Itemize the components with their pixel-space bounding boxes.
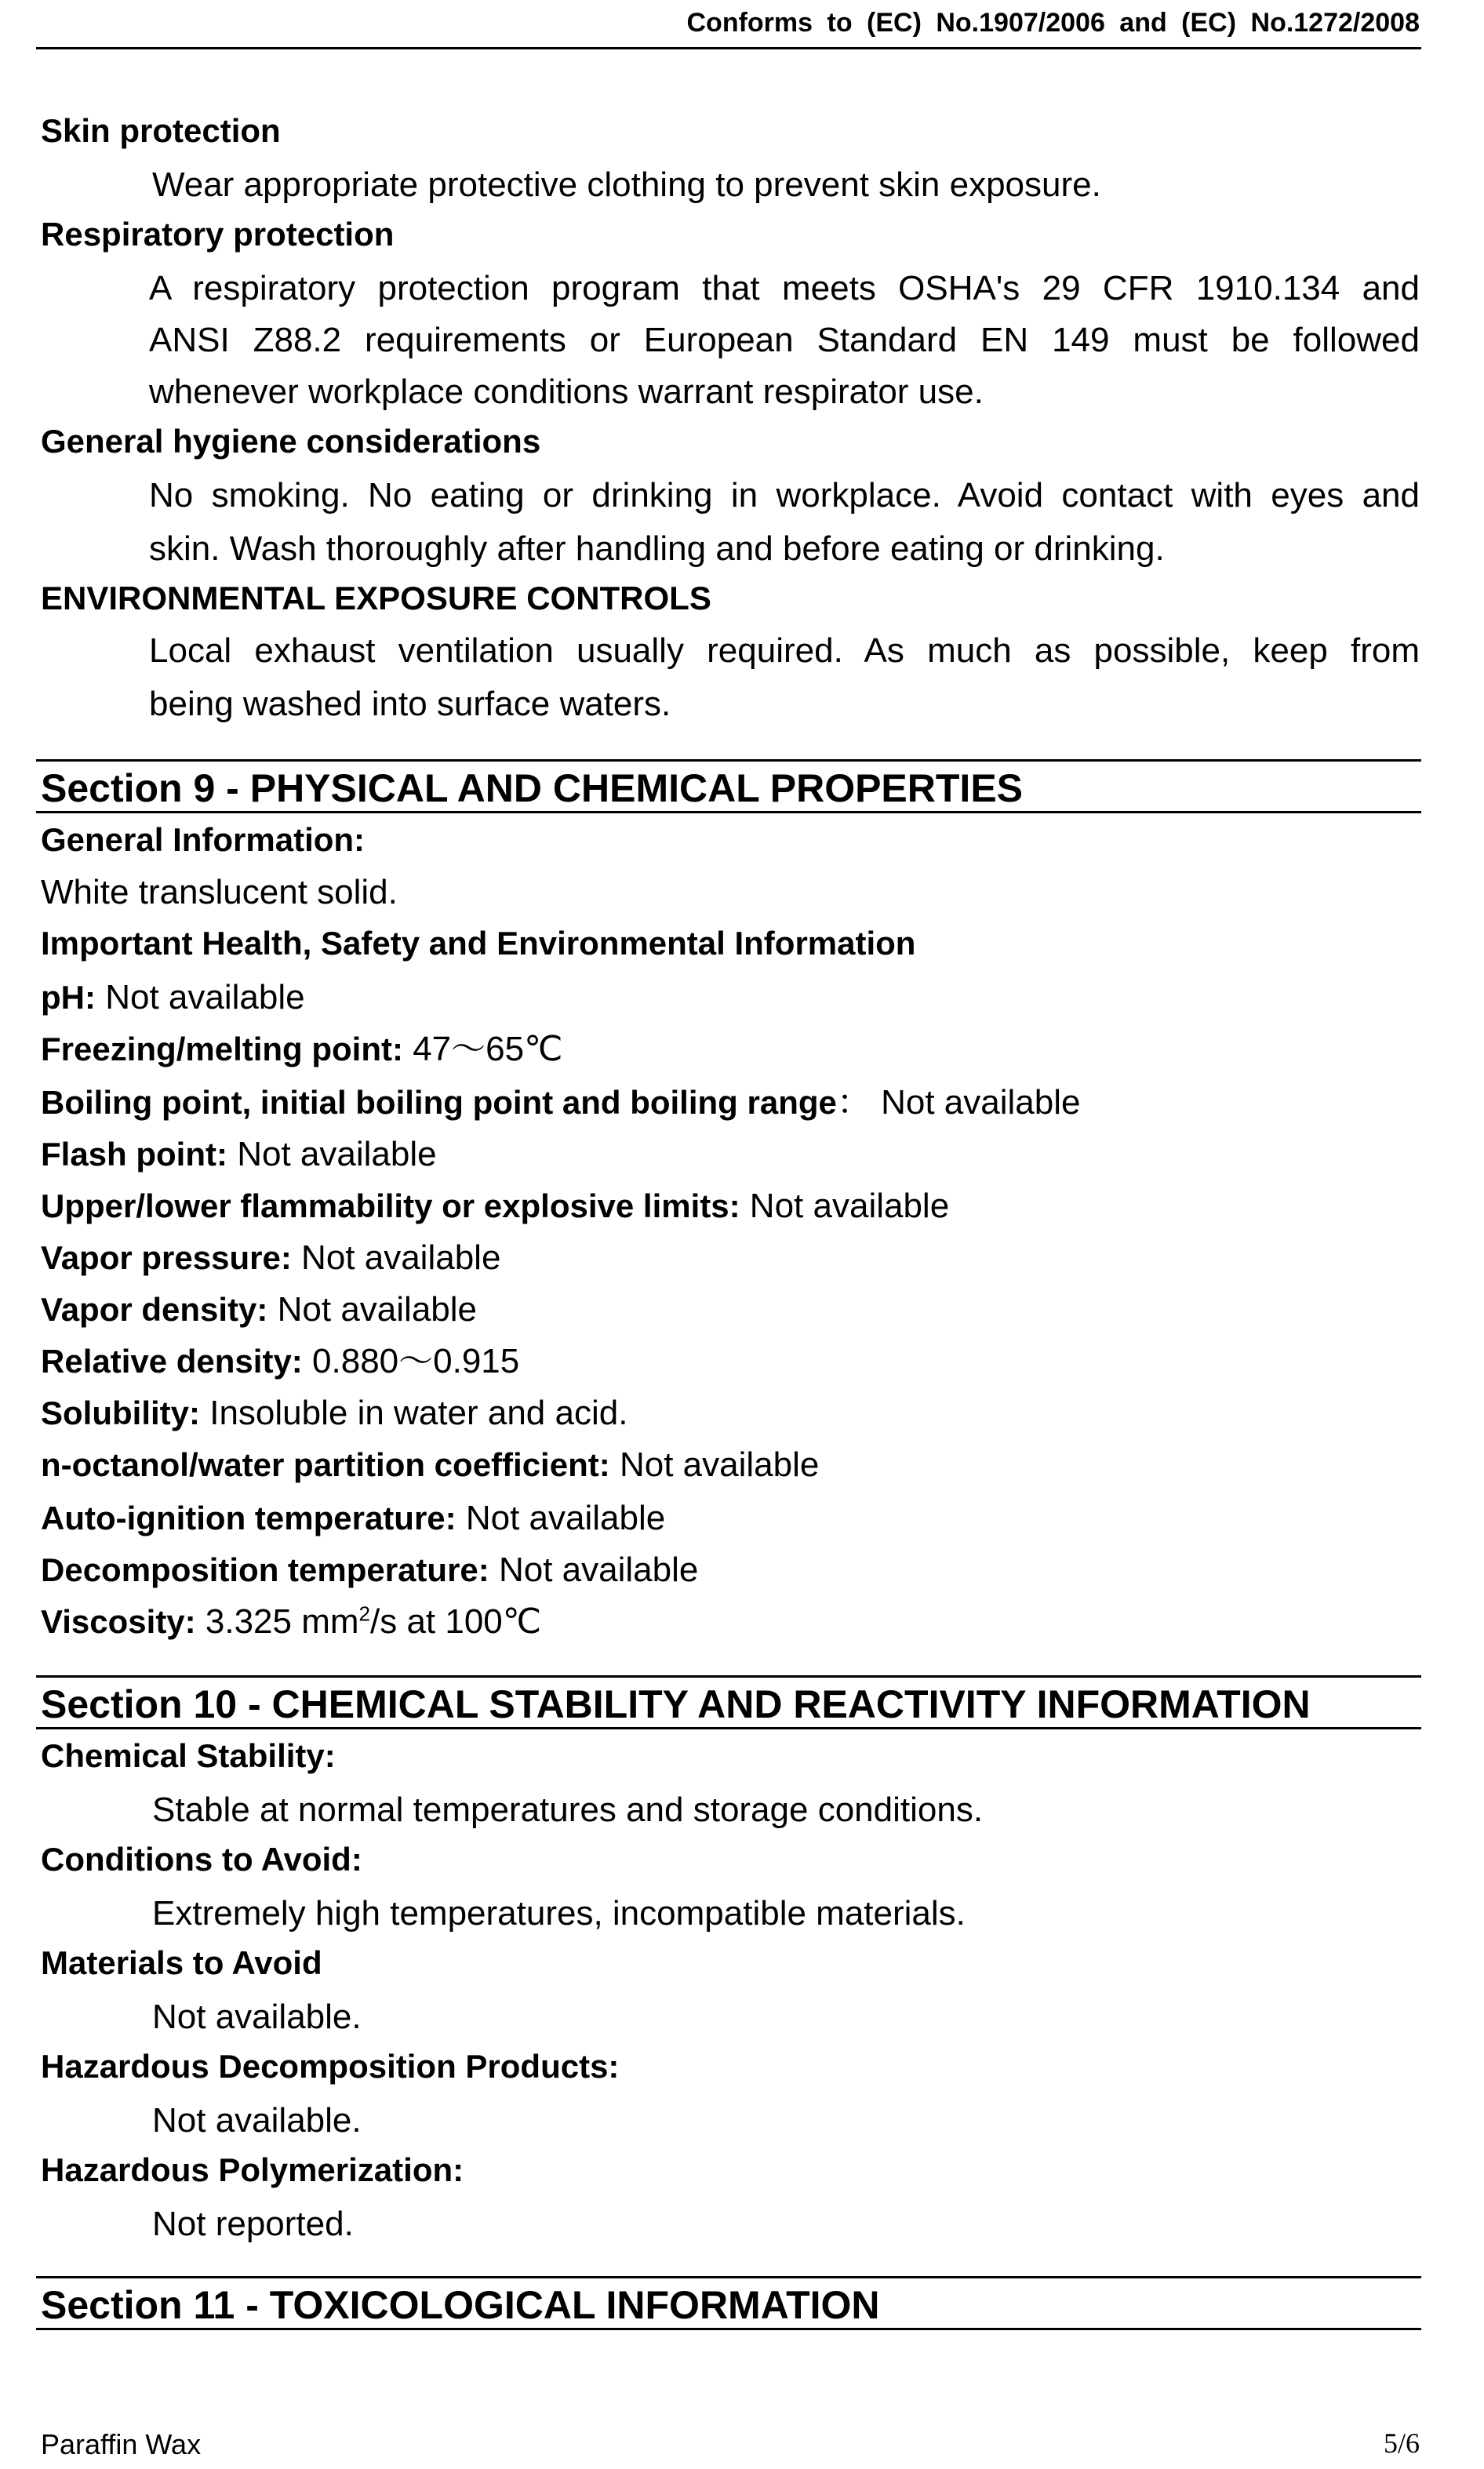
section10-top-rule (36, 1675, 1421, 1678)
property-row (41, 1344, 519, 1379)
property-value: Not available (267, 1290, 478, 1329)
chemical-stability-label: Chemical Stability: (41, 1737, 336, 1774)
general-hygiene-line-2: skin. Wash thoroughly after handling and before eating or drinking. (149, 529, 1165, 568)
property-label: Freezing/melting point: (41, 1031, 403, 1067)
footer-product-name: Paraffin Wax (41, 2428, 202, 2460)
property-row (41, 1137, 437, 1172)
environmental-controls-line-1: Local exhaust ventilation usually required. As much as possible, keep from (149, 631, 1420, 670)
section10-title: Section 10 - CHEMICAL STABILITY AND REACTIVITY INFORMATION (41, 1682, 1311, 1726)
environmental-controls-label: ENVIRONMENTAL EXPOSURE CONTROLS (41, 580, 711, 616)
materials-to-avoid-text: Not available. (152, 1998, 362, 2036)
footer-page-number: 5/6 (1383, 2427, 1420, 2459)
general-hygiene-line-1: No smoking. No eating or drinking in workplace. Avoid contact with eyes and (149, 476, 1420, 515)
general-hygiene-label: General hygiene considerations (41, 423, 541, 460)
property-label: Upper/lower flammability or explosive limits: (41, 1187, 740, 1224)
hazardous-polymerization-label: Hazardous Polymerization: (41, 2151, 464, 2188)
property-value: Not available (227, 1135, 437, 1173)
property-label: Boiling point, initial boiling point and boiling range (41, 1084, 837, 1121)
property-value: ： Not available (836, 1083, 1081, 1122)
header-rule (36, 47, 1421, 49)
conditions-to-avoid-text: Extremely high temperatures, incompatible materials. (152, 1894, 966, 1933)
property-label: Solubility: (41, 1394, 200, 1431)
property-value: 0.880～0.915 (302, 1342, 520, 1380)
skin-protection-label: Skin protection (41, 112, 281, 149)
section9-bottom-rule (36, 811, 1421, 813)
property-row (41, 980, 305, 1015)
property-value: Not available (456, 1499, 666, 1537)
conformance-header: Conforms to (EC) No.1907/2006 and (EC) No.1272/2008 (686, 8, 1420, 38)
property-row (41, 1032, 563, 1067)
property-label: Flash point: (41, 1136, 227, 1173)
property-label: pH: (41, 979, 96, 1016)
property-label: Decomposition temperature: (41, 1551, 489, 1588)
property-row (41, 1189, 949, 1224)
hazardous-polymerization-text: Not reported. (152, 2205, 354, 2243)
property-value: Not available (489, 1551, 699, 1589)
section11-title: Section 11 - TOXICOLOGICAL INFORMATION (41, 2283, 880, 2327)
viscosity-value-pre: 3.325 mm (195, 1602, 359, 1641)
property-label: Relative density: (41, 1343, 303, 1380)
property-row (41, 1396, 627, 1431)
respiratory-protection-line-1: A respiratory protection program that meets OSHA's 29 CFR 1910.134 and (149, 269, 1420, 307)
general-information-value: White translucent solid. (41, 873, 398, 911)
skin-protection-text: Wear appropriate protective clothing to prevent skin exposure. (152, 165, 1101, 204)
property-row (41, 1290, 478, 1329)
property-value: 47～65℃ (402, 1030, 563, 1068)
section11-bottom-rule (36, 2328, 1421, 2330)
section9-title: Section 9 - PHYSICAL AND CHEMICAL PROPERTIES (41, 766, 1024, 810)
respiratory-protection-line-3: whenever workplace conditions warrant respirator use. (149, 373, 984, 411)
property-row (41, 1238, 501, 1277)
section10-bottom-rule (36, 1727, 1421, 1729)
materials-to-avoid-label: Materials to Avoid (41, 1944, 322, 1981)
viscosity-superscript: 2 (358, 1602, 370, 1626)
property-row (41, 1085, 1080, 1120)
property-value: Not available (740, 1187, 950, 1225)
property-row (41, 1501, 665, 1536)
chemical-stability-text: Stable at normal temperatures and storage conditions. (152, 1791, 984, 1829)
environmental-controls-line-2: being washed into surface waters. (149, 685, 671, 723)
property-value: Not available (95, 978, 305, 1016)
property-value: Not available (291, 1238, 501, 1277)
general-information-label: General Information: (41, 821, 366, 858)
hazardous-decomposition-text: Not available. (152, 2101, 362, 2140)
property-label: n-octanol/water partition coefficient: (41, 1446, 610, 1483)
hazardous-decomposition-label: Hazardous Decomposition Products: (41, 2048, 620, 2085)
property-value: Not available (609, 1445, 820, 1484)
viscosity-value-post: /s at 100℃ (370, 1602, 542, 1641)
respiratory-protection-line-2: ANSI Z88.2 requirements or European Standard EN 149 must be followed (149, 321, 1420, 359)
viscosity-label: Viscosity: (41, 1603, 196, 1640)
section11-top-rule (36, 2276, 1421, 2278)
viscosity-row (41, 1602, 542, 1641)
property-value: Insoluble in water and acid. (200, 1394, 628, 1432)
property-row (41, 1553, 698, 1587)
respiratory-protection-label: Respiratory protection (41, 216, 395, 253)
conditions-to-avoid-label: Conditions to Avoid: (41, 1841, 362, 1878)
property-label: Vapor density: (41, 1291, 268, 1328)
important-info-label: Important Health, Safety and Environmental Information (41, 925, 916, 962)
property-row (41, 1445, 820, 1484)
section9-top-rule (36, 759, 1421, 762)
property-label: Auto-ignition temperature: (41, 1500, 456, 1536)
property-label: Vapor pressure: (41, 1239, 292, 1276)
